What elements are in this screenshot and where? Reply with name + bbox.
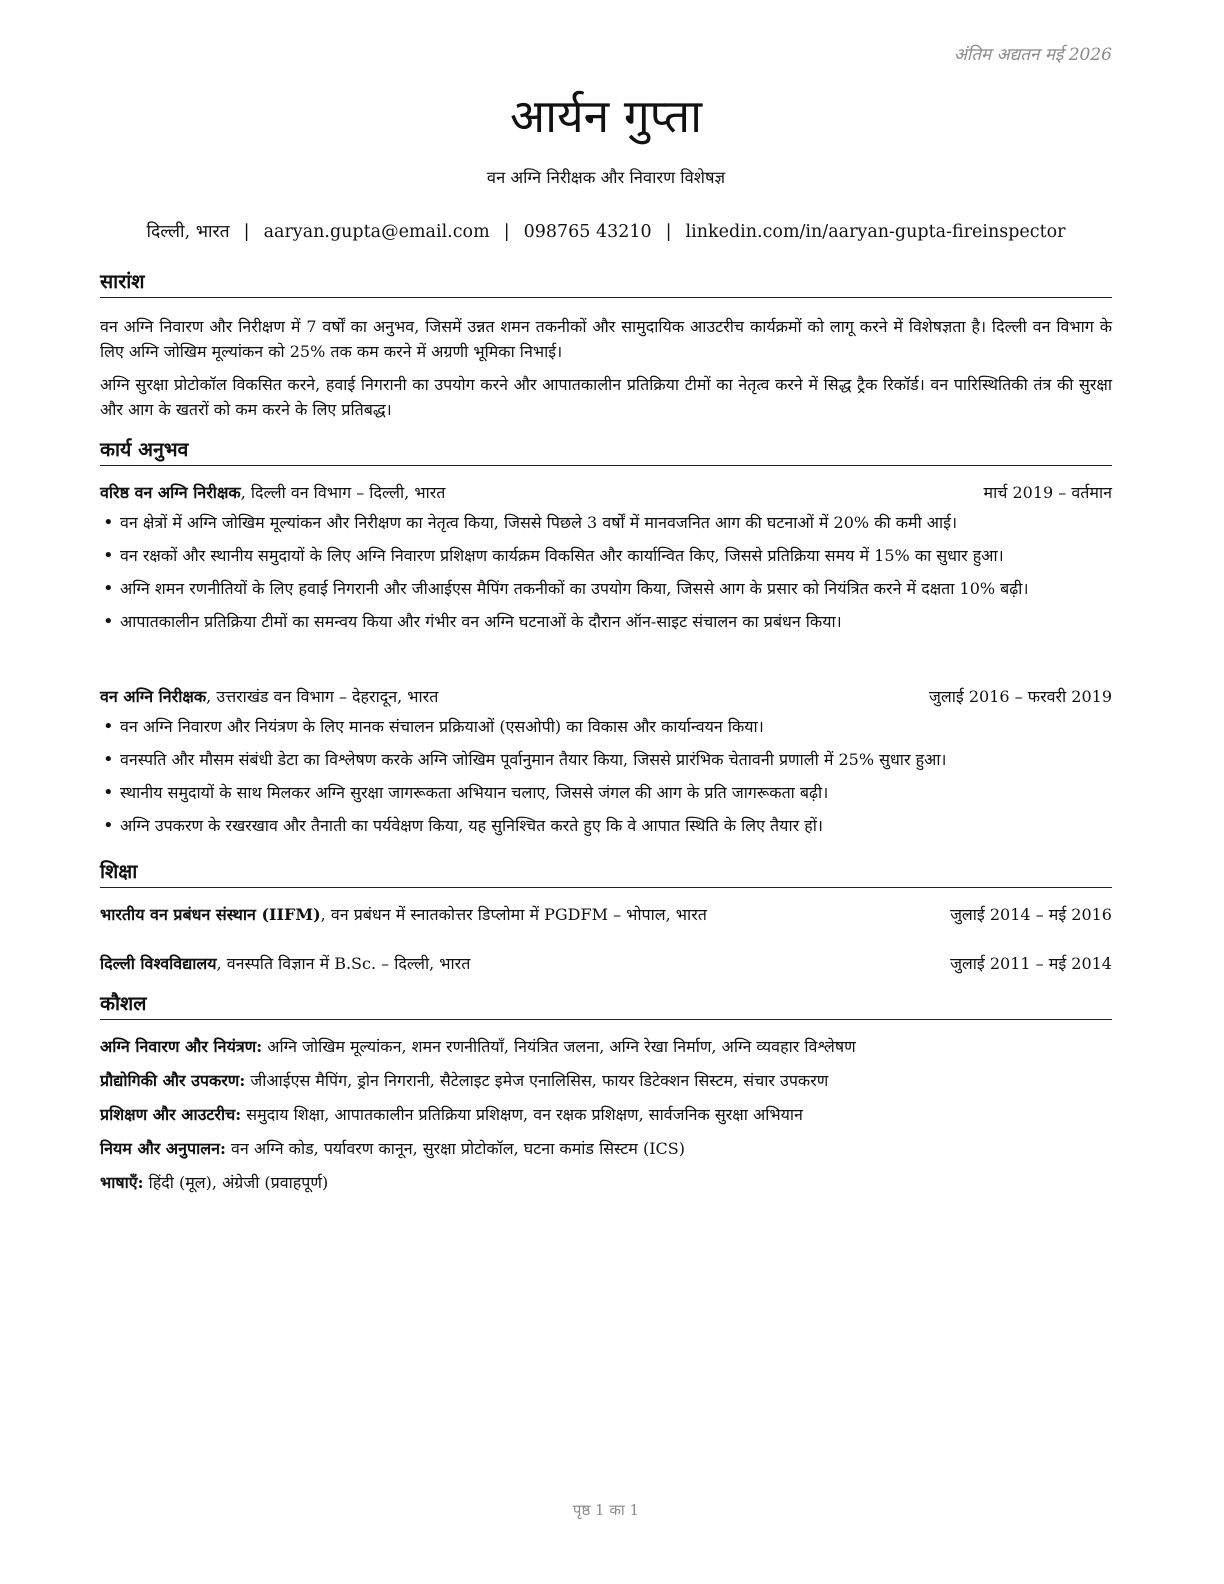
education-school: दिल्ली विश्वविद्यालय xyxy=(100,954,217,973)
job-bullets xyxy=(100,510,1112,634)
list-item: • स्थानीय समुदायों के साथ मिलकर अग्नि सुरक्षा जागरूकता अभियान चलाए, जिससे जंगल की आग के प्रति जागरूकता बढ़ी। xyxy=(100,780,1112,805)
education-school: भारतीय वन प्रबंधन संस्थान (IIFM) xyxy=(100,905,321,924)
job-header xyxy=(100,480,1112,506)
skill-line xyxy=(100,1034,1112,1060)
contact-location: दिल्ली, भारत xyxy=(146,222,230,242)
contact-line xyxy=(100,219,1112,245)
education-dates: जुलाई 2014 – मई 2016 xyxy=(950,905,1112,924)
skill-line xyxy=(100,1068,1112,1094)
skill-label: नियम और अनुपालन: xyxy=(100,1139,226,1158)
contact-separator: | xyxy=(503,222,510,242)
skill-line xyxy=(100,1136,1112,1162)
contact-phone[interactable]: 098765 43210 xyxy=(523,222,652,242)
list-item: • अग्नि शमन रणनीतियों के लिए हवाई निगरानी और जीआईएस मैपिंग तकनीकों का उपयोग किया, जिससे आग के प्रसार को नियंत्रित करने में दक्षता 10% बढ़ी। xyxy=(100,576,1112,601)
list-item: • वन अग्नि निवारण और नियंत्रण के लिए मानक संचालन प्रक्रियाओं (एसओपी) का विकास और कार्यान्वयन किया। xyxy=(100,714,1112,739)
skill-value: अग्नि जोखिम मूल्यांकन, शमन रणनीतियाँ, नियंत्रित जलना, अग्नि रेखा निर्माण, अग्नि व्यवहार विश्लेषण xyxy=(262,1037,856,1056)
contact-email[interactable]: aaryan.gupta@email.com xyxy=(263,222,490,242)
page-number: पृष्ठ 1 का 1 xyxy=(572,1501,640,1519)
education-dates: जुलाई 2011 – मई 2014 xyxy=(950,954,1112,973)
job-title: वन अग्नि निरीक्षक xyxy=(100,687,207,706)
job-title: वरिष्ठ वन अग्नि निरीक्षक xyxy=(100,483,241,502)
candidate-name: आर्यन गुप्ता xyxy=(509,89,703,143)
skills-heading: कौशल xyxy=(100,990,1112,1020)
candidate-tagline: वन अग्नि निरीक्षक और निवारण विशेषज्ञ xyxy=(486,168,726,187)
skill-value: हिंदी (मूल), अंग्रेजी (प्रवाहपूर्ण) xyxy=(143,1173,329,1192)
job-bullets xyxy=(100,714,1112,838)
contact-separator: | xyxy=(665,222,672,242)
education-heading: शिक्षा xyxy=(100,858,1112,888)
education-row xyxy=(100,902,1112,928)
education-detail: , वन प्रबंधन में स्नातकोत्तर डिप्लोमा में PGDFM – भोपाल, भारत xyxy=(320,905,707,924)
list-item: • वनस्पति और मौसम संबंधी डेटा का विश्लेषण करके अग्नि जोखिम पूर्वानुमान तैयार किया, जिससे प्रारंभिक चेतावनी प्रणाली में 25% सुधार हुआ। xyxy=(100,747,1112,772)
last-updated: अंतिम अद्यतन मई 2026 xyxy=(953,45,1112,65)
list-item: • वन क्षेत्रों में अग्नि जोखिम मूल्यांकन और निरीक्षण का नेतृत्व किया, जिससे पिछले 3 वर्षों में मानवजनित आग की घटनाओं में 20% की कमी आई। xyxy=(100,510,1112,535)
list-item: • वन रक्षकों और स्थानीय समुदायों के लिए अग्नि निवारण प्रशिक्षण कार्यक्रम विकसित और कार्यान्वित किए, जिससे प्रतिक्रिया समय में 15% का सुधार हुआ। xyxy=(100,543,1112,568)
summary-paragraph-2: अग्नि सुरक्षा प्रोटोकॉल विकसित करने, हवाई निगरानी का उपयोग करने और आपातकालीन प्रतिक्रिया टीमों का नेतृत्व करने में सिद्ध ट्रैक रिकॉर्ड। वन पारिस्थितिकी तंत्र की सुरक्षा और आग के खतरों को कम करने के लिए प्रतिबद्ध। xyxy=(100,375,1112,419)
list-item: • अग्नि उपकरण के रखरखाव और तैनाती का पर्यवेक्षण किया, यह सुनिश्चित करते हुए कि वे आपात स्थिति के लिए तैयार हों। xyxy=(100,813,1112,838)
skill-line xyxy=(100,1102,1112,1128)
job-header xyxy=(100,684,1112,710)
skill-label: प्रशिक्षण और आउटरीच: xyxy=(100,1105,242,1124)
skill-value: वन अग्नि कोड, पर्यावरण कानून, सुरक्षा प्रोटोकॉल, घटना कमांड सिस्टम (ICS) xyxy=(225,1139,685,1158)
job-organization: , उत्तराखंड वन विभाग – देहरादून, भारत xyxy=(206,687,439,706)
resume-page xyxy=(100,0,1112,1584)
job-dates: जुलाई 2016 – फरवरी 2019 xyxy=(929,687,1112,706)
skill-label: प्रौद्योगिकी और उपकरण: xyxy=(100,1071,246,1090)
contact-separator: | xyxy=(243,222,250,242)
summary-heading: सारांश xyxy=(100,268,1112,298)
summary-paragraph-1: वन अग्नि निवारण और निरीक्षण में 7 वर्षों का अनुभव, जिसमें उन्नत शमन तकनीकों और सामुदायिक आउटरीच कार्यक्रमों को लागू करने में विशेषज्ञता है। दिल्ली वन विभाग के लिए अग्नि जोखिम मूल्यांकन को 25% तक कम करने में अग्रणी भूमिका निभाई। xyxy=(100,317,1112,361)
skill-label: अग्नि निवारण और नियंत्रण: xyxy=(100,1037,263,1056)
skill-label: भाषाएँ: xyxy=(100,1173,144,1192)
job-dates: मार्च 2019 – वर्तमान xyxy=(983,483,1112,502)
list-item: • आपातकालीन प्रतिक्रिया टीमों का समन्वय किया और गंभीर वन अग्नि घटनाओं के दौरान ऑन-साइट संचालन का प्रबंधन किया। xyxy=(100,609,1112,634)
contact-linkedin[interactable]: linkedin.com/in/aaryan-gupta-fireinspector xyxy=(685,222,1066,242)
skill-value: जीआईएस मैपिंग, ड्रोन निगरानी, सैटेलाइट इमेज एनालिसिस, फायर डिटेक्शन सिस्टम, संचार उपकरण xyxy=(245,1071,829,1090)
skill-line xyxy=(100,1170,1112,1196)
skill-value: समुदाय शिक्षा, आपातकालीन प्रतिक्रिया प्रशिक्षण, वन रक्षक प्रशिक्षण, सार्वजनिक सुरक्षा अभियान xyxy=(241,1105,803,1124)
experience-heading: कार्य अनुभव xyxy=(100,436,1112,466)
education-detail: , वनस्पति विज्ञान में B.Sc. – दिल्ली, भारत xyxy=(216,954,471,973)
education-row xyxy=(100,951,1112,977)
job-organization: , दिल्ली वन विभाग – दिल्ली, भारत xyxy=(240,483,446,502)
